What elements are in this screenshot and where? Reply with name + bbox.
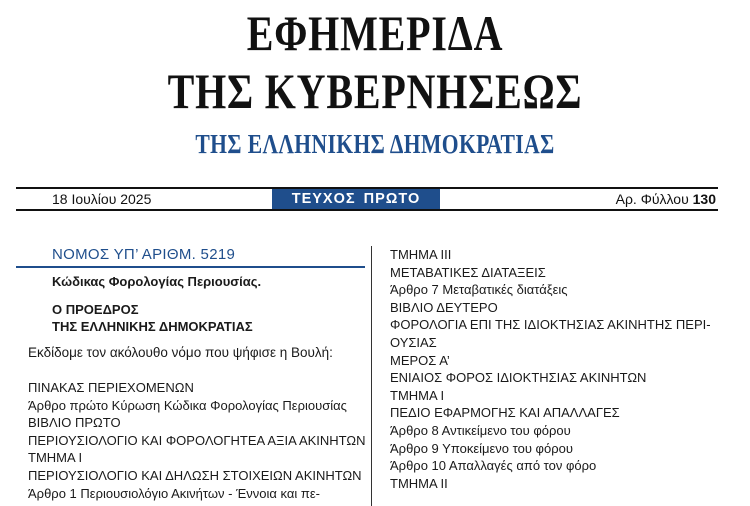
toc-line: ΜΕΡΟΣ Α’ — [390, 352, 450, 368]
president-heading-line1: Ο ΠΡΟΕΔΡΟΣ — [52, 302, 139, 317]
toc-line: ΒΙΒΛΙΟ ΔΕΥΤΕΡΟ — [390, 299, 498, 315]
law-title-underline — [16, 266, 365, 268]
toc-line: ΤΜΗΜΑ Ι — [28, 450, 83, 466]
toc-line: ΤΜΗΜΑ ΙΙ — [390, 475, 448, 491]
toc-line: Άρθρο 9 Υποκείμενο του φόρου — [390, 440, 573, 456]
president-heading-line2: ΤΗΣ ΕΛΛΗΝΙΚΗΣ ΔΗΜΟΚΡΑΤΙΑΣ — [52, 319, 253, 334]
toc-line: Άρθρο 8 Αντικείμενο του φόρου — [390, 422, 571, 438]
toc-line: Άρθρο 7 Μεταβατικές διατάξεις — [390, 282, 568, 298]
rule-bottom — [16, 209, 718, 211]
sheet-number-value: 130 — [692, 191, 716, 207]
toc-line: ΕΝΙΑΙΟΣ ΦΟΡΟΣ ΙΔΙΟΚΤΗΣΙΑΣ ΑΚΙΝΗΤΩΝ — [390, 370, 647, 386]
masthead-title-line1: ΕΦΗΜΕΡΙΔΑ — [246, 5, 504, 61]
column-divider — [371, 246, 372, 506]
masthead-subtitle: ΤΗΣ ΕΛΛΗΝΙΚΗΣ ΔΗΜΟΚΡΑΤΙΑΣ — [195, 129, 555, 159]
toc-line: ΠΕΡΙΟΥΣΙΟΛΟΓΙΟ ΚΑΙ ΦΟΡΟΛΟΓΗΤΕΑ ΑΞΙΑ ΑΚΙΝΗΤΩΝ — [28, 432, 366, 448]
toc-line: ΟΥΣΙΑΣ — [390, 334, 437, 350]
issue-type-badge: ΤΕΥΧΟΣ ΠΡΩΤΟ — [272, 189, 440, 210]
toc-line: ΠΕΡΙΟΥΣΙΟΛΟΓΙΟ ΚΑΙ ΔΗΛΩΣΗ ΣΤΟΙΧΕΙΩΝ ΑΚΙΝΗΤΩΝ — [28, 467, 362, 483]
toc-line: Άρθρο 1 Περιουσιολόγιο Ακινήτων - Έννοια και πε- — [28, 485, 320, 501]
sheet-number — [616, 190, 716, 209]
enactment-intro: Εκδίδομε τον ακόλουθο νόμο που ψήφισε η Βουλή: — [28, 345, 333, 360]
law-title: ΝΟΜΟΣ ΥΠ’ ΑΡΙΘΜ. 5219 — [52, 246, 236, 263]
toc-line: ΠΙΝΑΚΑΣ ΠΕΡΙΕΧΟΜΕΝΩΝ — [28, 380, 194, 395]
toc-line: ΠΕΔΙΟ ΕΦΑΡΜΟΓΗΣ ΚΑΙ ΑΠΑΛΛΑΓΕΣ — [390, 405, 620, 421]
toc-right-column — [390, 246, 711, 492]
toc-line: ΤΜΗΜΑ ΙΙΙ — [390, 247, 452, 262]
toc-line: ΒΙΒΛΙΟ ΠΡΩΤΟ — [28, 415, 121, 431]
issue-date: 18 Ιουλίου 2025 — [52, 191, 152, 207]
toc-line: ΜΕΤΑΒΑΤΙΚΕΣ ΔΙΑΤΑΞΕΙΣ — [390, 264, 546, 280]
masthead-title-line2: ΤΗΣ ΚΥΒΕΡΝΗΣΕΩΣ — [167, 63, 583, 119]
toc-line: Άρθρο πρώτο Κύρωση Κώδικα Φορολογίας Περιουσίας — [28, 397, 347, 413]
law-subject: Κώδικας Φορολογίας Περιουσίας. — [52, 274, 262, 289]
toc-left-column — [28, 379, 366, 502]
toc-line: ΦΟΡΟΛΟΓΙΑ ΕΠΙ ΤΗΣ ΙΔΙΟΚΤΗΣΙΑΣ ΑΚΙΝΗΤΗΣ ΠΕΡΙ- — [390, 317, 711, 333]
toc-line: ΤΜΗΜΑ Ι — [390, 387, 445, 403]
sheet-number-label: Αρ. Φύλλου — [615, 191, 689, 207]
toc-line: Άρθρο 10 Απαλλαγές από τον φόρο — [390, 458, 597, 474]
